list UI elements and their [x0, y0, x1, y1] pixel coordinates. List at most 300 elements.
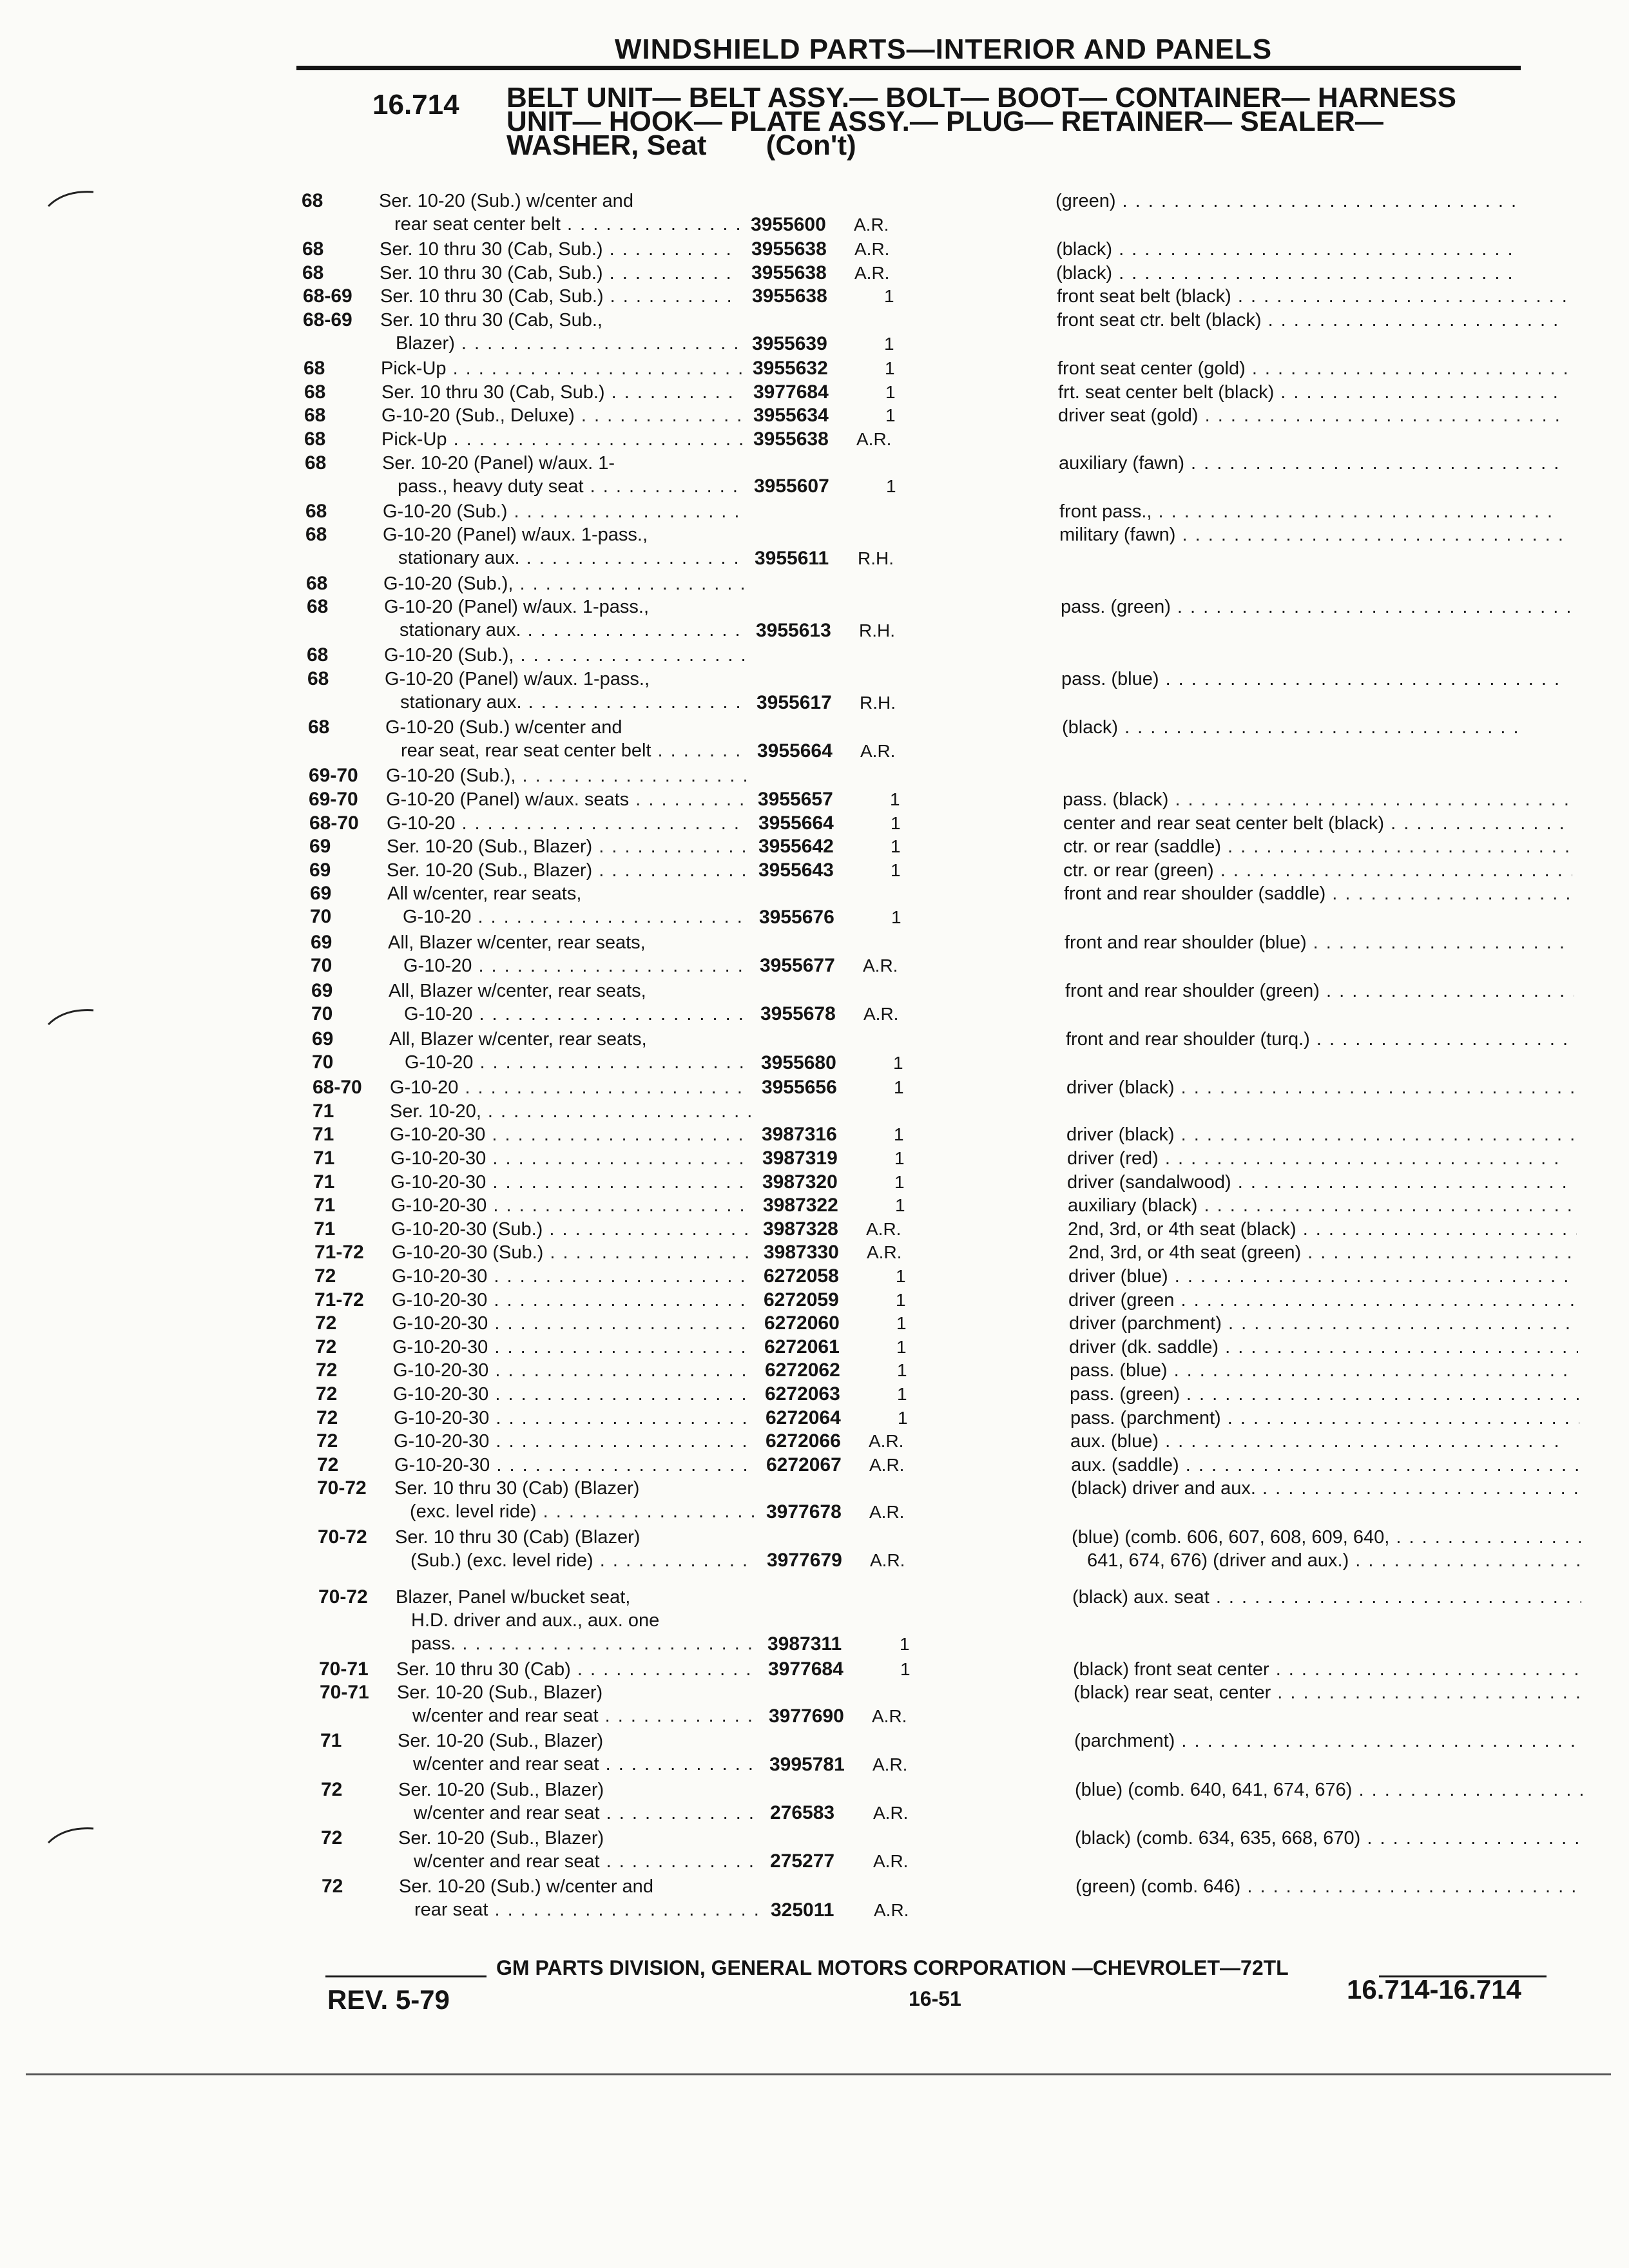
part-number: 3955657 [758, 789, 833, 810]
usage-description [387, 859, 747, 882]
quantity: 1 [885, 405, 896, 426]
usage-line: Ser. 10-20 (Panel) w/aux. 1- [382, 452, 615, 474]
usage-description [387, 882, 748, 928]
usage-description [393, 1359, 754, 1382]
model-years [319, 1658, 369, 1681]
table-row [0, 572, 1629, 596]
usage-line: Ser. 10 thru 30 (Cab) . . . [396, 1658, 757, 1681]
usage-line: G-10-20-30 . . . [390, 1123, 751, 1146]
model-year: 71 [313, 1100, 334, 1122]
usage-description [397, 1681, 758, 1727]
note-line: driver (dk. saddle) . . . [1069, 1336, 1578, 1359]
part-number: 276583 [770, 1802, 835, 1824]
note-line: center and rear seat center belt (black) . . . [1063, 812, 1572, 835]
usage-description [380, 262, 740, 285]
quantity: A.R. [869, 1501, 905, 1522]
model-years [317, 1454, 338, 1477]
note-line: front seat belt (black) . . . [1057, 285, 1566, 308]
quantity: 1 [893, 1052, 903, 1073]
quantity: R.H. [859, 620, 895, 640]
usage-description [392, 1312, 753, 1335]
table-row [0, 644, 1629, 668]
table-row [0, 1477, 1629, 1524]
model-year: 70-71 [320, 1682, 369, 1704]
part-note [1065, 979, 1574, 1003]
part-number: 3955634 [753, 405, 829, 427]
part-note [1074, 1681, 1583, 1704]
usage-line: Blazer, Panel w/bucket seat, [396, 1586, 631, 1608]
table-row [0, 931, 1629, 978]
note-line: front seat ctr. belt (black) . . . [1057, 309, 1566, 332]
usage-line: Ser. 10-20, . . . [390, 1100, 751, 1123]
note-line: driver (sandalwood) . . . [1067, 1171, 1576, 1194]
model-years [317, 1477, 367, 1500]
usage-line: G-10-20 (Sub.) . . . [383, 500, 744, 523]
note-line: front seat center (gold) . . . [1057, 357, 1566, 380]
usage-line: w/center and rear seat . . . [397, 1704, 758, 1727]
note-line: front and rear shoulder (saddle) . . . [1064, 882, 1573, 905]
note-line: front and rear shoulder (green) . . . [1065, 979, 1574, 1003]
part-number: 3955680 [761, 1052, 836, 1073]
note-line: front and rear shoulder (blue) . . . [1065, 931, 1574, 954]
part-note [1055, 189, 1565, 213]
usage-line: w/center and rear seat . . . [398, 1802, 759, 1825]
part-note [1056, 238, 1565, 261]
table-row [0, 1312, 1629, 1336]
model-years [305, 500, 327, 523]
usage-description [398, 1729, 758, 1776]
model-years [318, 1586, 368, 1609]
part-note [1059, 500, 1568, 523]
section-number: 16.714 [372, 89, 459, 120]
usage-line: All w/center, rear seats, [387, 883, 582, 905]
model-years [321, 1778, 342, 1802]
usage-line: G-10-20 . . . [390, 1076, 751, 1099]
part-number: 3955664 [757, 740, 833, 762]
quantity: 1 [885, 381, 896, 402]
table-row [0, 357, 1629, 381]
note-line: (black) front seat center . . . [1073, 1658, 1582, 1681]
part-note [1057, 309, 1566, 332]
model-year: 70 [311, 1003, 333, 1024]
part-number: 3955676 [759, 906, 834, 928]
model-year: 68 [306, 572, 328, 594]
usage-line: Ser. 10-20 (Sub., Blazer) [398, 1779, 604, 1800]
quantity: 1 [884, 333, 894, 354]
usage-description [383, 572, 744, 595]
model-years [302, 189, 323, 213]
model-years [302, 262, 323, 285]
quantity: A.R. [867, 1242, 902, 1263]
part-note [1063, 812, 1572, 835]
page-number: 16-51 [909, 1987, 961, 2010]
usage-line: G-10-20 (Panel) w/aux. 1-pass., [383, 524, 648, 546]
part-number: 3955664 [758, 812, 834, 834]
part-number: 3955611 [755, 547, 829, 569]
usage-line: All, Blazer w/center, rear seats, [388, 932, 646, 953]
usage-line: G-10-20 (Sub.), . . . [383, 572, 744, 595]
part-number: 3987330 [764, 1242, 839, 1264]
table-row [0, 716, 1629, 763]
part-note [1063, 859, 1572, 882]
part-number: 3987328 [763, 1218, 838, 1240]
model-years [313, 1076, 362, 1099]
usage-line: (exc. level ride) . . . [394, 1500, 755, 1523]
part-number: 3955607 [754, 476, 829, 497]
table-row [0, 835, 1629, 859]
model-year: 70-72 [318, 1526, 367, 1548]
model-years [309, 835, 331, 858]
model-year: 68-70 [313, 1077, 362, 1099]
model-years [316, 1359, 337, 1382]
part-note [1063, 788, 1572, 811]
usage-line: G-10-20 (Sub., Deluxe) . . . [381, 404, 742, 427]
quantity: 1 [900, 1658, 911, 1679]
usage-line: Ser. 10-20 (Sub., Blazer) . . . [387, 835, 747, 858]
usage-line: G-10-20 . . . [389, 1003, 749, 1026]
part-number: 3955656 [762, 1077, 837, 1099]
usage-description [381, 381, 742, 404]
usage-line: G-10-20-30 (Sub.) . . . [391, 1218, 752, 1241]
usage-line: G-10-20 (Panel) w/aux. 1-pass., [384, 597, 650, 618]
usage-description [380, 285, 741, 308]
usage-description [392, 1336, 753, 1359]
usage-line: G-10-20-30 . . . [392, 1289, 753, 1312]
part-note [1062, 716, 1571, 739]
model-years [316, 1430, 338, 1453]
usage-description [390, 1100, 751, 1123]
table-row [0, 1454, 1629, 1477]
model-year: 68-70 [309, 812, 359, 834]
usage-line: All, Blazer w/center, rear seats, [389, 980, 646, 1001]
note-line: (black) (comb. 634, 635, 668, 670) . . . [1075, 1827, 1584, 1850]
usage-line: rear seat center belt . . . [379, 213, 740, 236]
table-row [0, 262, 1629, 285]
model-years [314, 1194, 335, 1217]
part-number: 3955600 [751, 213, 826, 235]
usage-line: G-10-20 . . . [389, 1051, 750, 1074]
usage-line: (Sub.) (exc. level ride) . . . [395, 1549, 756, 1572]
part-note [1070, 1430, 1579, 1453]
model-year: 72 [316, 1383, 338, 1405]
model-year: 68 [307, 668, 329, 689]
part-number: 3955638 [751, 238, 827, 260]
usage-line: G-10-20 (Sub.), . . . [386, 764, 747, 787]
part-note [1065, 931, 1574, 954]
table-row [0, 1729, 1629, 1776]
model-year: 72 [316, 1407, 338, 1428]
usage-description [381, 428, 742, 451]
quantity: A.R. [872, 1706, 907, 1726]
footer-rule-left [325, 1975, 487, 1977]
model-year: 68 [304, 405, 326, 427]
part-number: 3977684 [768, 1658, 843, 1680]
model-year: 72 [321, 1827, 343, 1849]
part-note [1057, 285, 1566, 308]
usage-description [394, 1430, 755, 1453]
table-row [0, 428, 1629, 452]
model-year: 72 [316, 1430, 338, 1452]
note-line: driver (black) . . . [1066, 1076, 1576, 1099]
note-line: pass. (green) . . . [1061, 595, 1570, 619]
table-row [0, 788, 1629, 812]
model-year: 68 [307, 596, 329, 618]
part-number: 6272064 [766, 1407, 841, 1428]
model-year: 71 [313, 1148, 335, 1169]
quantity: 1 [894, 1124, 904, 1145]
table-row [0, 189, 1629, 236]
model-years [309, 764, 358, 787]
note-line: pass. (parchment) . . . [1070, 1407, 1579, 1430]
table-row [0, 404, 1629, 428]
usage-line: Ser. 10-20 (Sub., Blazer) [398, 1827, 604, 1849]
quantity: R.H. [858, 548, 894, 568]
part-number: 3955638 [751, 262, 827, 284]
quantity: A.R. [854, 262, 890, 283]
usage-description [388, 931, 749, 977]
usage-line: G-10-20 . . . [387, 905, 748, 928]
usage-description [383, 523, 744, 570]
model-year: 68 [305, 500, 327, 522]
model-year: 70 [311, 954, 333, 976]
model-years [313, 1100, 334, 1123]
model-year: 70 [310, 906, 332, 928]
quantity: A.R. [860, 740, 896, 761]
table-row [0, 1265, 1629, 1289]
usage-line: G-10-20 . . . [387, 812, 747, 835]
quantity: 1 [900, 1633, 910, 1654]
table-row [0, 1147, 1629, 1171]
usage-description [398, 1778, 759, 1825]
model-years [316, 1383, 337, 1406]
part-note [1058, 404, 1567, 427]
part-number: 3977684 [753, 381, 829, 403]
part-number: 3955613 [756, 619, 831, 641]
quantity: 1 [890, 789, 900, 809]
model-year: 72 [317, 1454, 339, 1475]
note-line: (black) driver and aux. . . . [1071, 1477, 1580, 1500]
model-years [314, 1289, 364, 1312]
part-number: 6272067 [766, 1454, 842, 1475]
model-year: 69 [311, 979, 333, 1001]
part-note [1067, 1147, 1576, 1170]
part-number: 3987319 [762, 1148, 838, 1169]
part-note [1071, 1454, 1580, 1477]
part-number: 3977678 [766, 1501, 842, 1523]
model-year: 68 [304, 358, 325, 380]
quantity: 1 [896, 1289, 906, 1310]
part-number: 6272058 [764, 1265, 839, 1287]
usage-line: rear seat . . . [399, 1898, 760, 1921]
usage-description [392, 1289, 753, 1312]
usage-description [383, 500, 744, 523]
model-years [322, 1875, 343, 1898]
quantity: 1 [886, 476, 896, 497]
usage-line: G-10-20-30 . . . [393, 1359, 754, 1382]
usage-description [384, 595, 745, 642]
part-number: 3955639 [752, 332, 827, 354]
part-number: 3977679 [767, 1550, 842, 1571]
usage-line: Ser. 10 thru 30 (Cab, Sub., [380, 310, 602, 331]
part-number: 6272060 [764, 1312, 840, 1334]
model-years [313, 1147, 334, 1170]
part-note [1068, 1218, 1577, 1241]
usage-line: stationary aux. . . . [384, 619, 745, 642]
usage-description [396, 1658, 757, 1681]
usage-line: G-10-20 (Sub.) w/center and [385, 717, 622, 738]
model-years [310, 882, 331, 928]
quantity: A.R. [863, 1004, 899, 1024]
part-number: 6272063 [765, 1383, 840, 1405]
model-year: 71 [313, 1124, 334, 1146]
usage-line: Pick-Up . . . [381, 428, 742, 451]
usage-line: Ser. 10 thru 30 (Cab, Sub.) . . . [381, 381, 742, 404]
section-range: 16.714-16.714 [1347, 1974, 1521, 2004]
quantity: 1 [898, 1407, 908, 1428]
part-note [1070, 1359, 1579, 1382]
bottom-rule [26, 2073, 1611, 2075]
quantity: A.R. [856, 429, 892, 449]
note-line: (blue) (comb. 640, 641, 674, 676) . . . [1075, 1778, 1584, 1802]
part-note [1071, 1477, 1580, 1500]
usage-description [394, 1477, 755, 1523]
usage-line: G-10-20-30 . . . [394, 1454, 755, 1477]
model-year: 69 [312, 1028, 334, 1050]
usage-line: Blazer) . . . [380, 332, 741, 355]
model-years [304, 404, 325, 427]
part-number: 3955678 [760, 1003, 836, 1025]
part-note [1072, 1526, 1581, 1572]
usage-line: stationary aux. . . . [383, 546, 744, 570]
quantity: A.R. [866, 1218, 901, 1239]
note-line: 2nd, 3rd, or 4th seat (black) . . . [1068, 1218, 1577, 1241]
quantity: A.R. [869, 1454, 905, 1475]
model-years [304, 357, 325, 380]
table-row [0, 668, 1629, 715]
table-row [0, 979, 1629, 1026]
model-year: 68 [307, 644, 329, 666]
part-note [1070, 1383, 1579, 1406]
usage-line: G-10-20-30 . . . [392, 1312, 753, 1335]
note-line: 641, 674, 676) (driver and aux.) . . . [1072, 1549, 1581, 1572]
part-note [1059, 523, 1568, 546]
usage-description [382, 452, 743, 498]
model-year: 72 [321, 1778, 343, 1800]
quantity: 1 [894, 1077, 904, 1098]
part-note [1057, 357, 1566, 380]
model-year: 68 [305, 524, 327, 546]
model-year: 70-72 [318, 1586, 368, 1608]
model-years [312, 1028, 333, 1074]
part-number: 6272059 [764, 1289, 839, 1311]
usage-description [398, 1827, 759, 1873]
table-row [0, 1171, 1629, 1195]
quantity: A.R. [872, 1754, 908, 1774]
usage-line: Ser. 10-20 (Sub., Blazer) [397, 1682, 603, 1704]
part-number: 3955632 [753, 358, 828, 380]
table-row [0, 1100, 1629, 1124]
model-year: 69 [310, 883, 332, 905]
quantity: 1 [891, 812, 901, 833]
model-year: 68 [308, 716, 330, 738]
model-year: 68 [304, 381, 326, 403]
part-note [1066, 1076, 1576, 1099]
model-year: 72 [315, 1336, 337, 1358]
part-note [1070, 1407, 1579, 1430]
model-years [308, 716, 329, 739]
note-line: pass. (black) . . . [1063, 788, 1572, 811]
quantity: 1 [894, 1148, 905, 1168]
note-line: driver (blue) . . . [1068, 1265, 1577, 1288]
table-row [0, 1359, 1629, 1383]
usage-line: G-10-20-30 . . . [391, 1194, 752, 1217]
usage-description [384, 644, 745, 667]
part-number: 3955617 [757, 691, 832, 713]
usage-description [389, 1028, 750, 1074]
note-line: auxiliary (black) . . . [1068, 1194, 1577, 1217]
model-year: 70-72 [317, 1477, 367, 1499]
continued-label: (Con't) [766, 130, 856, 161]
model-years [321, 1827, 342, 1850]
quantity: 1 [891, 860, 901, 880]
usage-description [390, 1076, 751, 1099]
usage-line: G-10-20-30 . . . [392, 1265, 753, 1288]
table-row [0, 882, 1629, 929]
part-note [1061, 668, 1570, 691]
model-years [314, 1218, 335, 1241]
model-years [307, 644, 328, 667]
table-row [0, 595, 1629, 642]
note-line: (black) rear seat, center . . . [1074, 1681, 1583, 1704]
note-line: (parchment) . . . [1074, 1729, 1583, 1753]
model-years [302, 238, 323, 261]
usage-line: G-10-20-30 . . . [393, 1383, 754, 1406]
note-line: ctr. or rear (green) . . . [1063, 859, 1572, 882]
quantity: 1 [894, 1171, 905, 1192]
usage-description [390, 1147, 751, 1170]
part-note [1064, 882, 1573, 905]
table-row [0, 500, 1629, 524]
quantity: 1 [884, 286, 894, 307]
usage-line: Ser. 10-20 (Sub., Blazer) [398, 1731, 604, 1752]
quantity: A.R. [863, 956, 898, 976]
model-year: 72 [322, 1876, 343, 1897]
usage-description [392, 1241, 753, 1264]
model-year: 69 [311, 931, 333, 953]
model-year: 68 [302, 190, 323, 211]
usage-line: Ser. 10 thru 30 (Cab, Sub.) . . . [380, 238, 740, 261]
table-row [0, 1383, 1629, 1407]
quantity: R.H. [860, 692, 896, 713]
model-years [306, 572, 327, 595]
model-year: 71-72 [314, 1289, 364, 1311]
note-line: (green) (comb. 646) . . . [1075, 1875, 1585, 1898]
note-line: front and rear shoulder (turq.) . . . [1066, 1028, 1575, 1051]
model-years [313, 1123, 334, 1146]
usage-line: pass., heavy duty seat . . . [382, 475, 743, 498]
note-line: aux. (blue) . . . [1070, 1430, 1579, 1453]
usage-line: G-10-20 (Sub.), . . . [384, 644, 745, 667]
section-title-line: UNIT— HOOK— PLATE ASSY.— PLUG— RETAINER— SEALER— [506, 106, 1383, 137]
part-note [1061, 595, 1570, 619]
part-number: 6272061 [764, 1336, 840, 1358]
table-row [0, 1028, 1629, 1075]
model-year: 68 [304, 428, 326, 450]
model-year: 69 [309, 836, 331, 858]
table-row [0, 381, 1629, 405]
usage-line: Ser. 10-20 (Sub.) w/center and [379, 191, 633, 211]
usage-description [381, 357, 742, 380]
